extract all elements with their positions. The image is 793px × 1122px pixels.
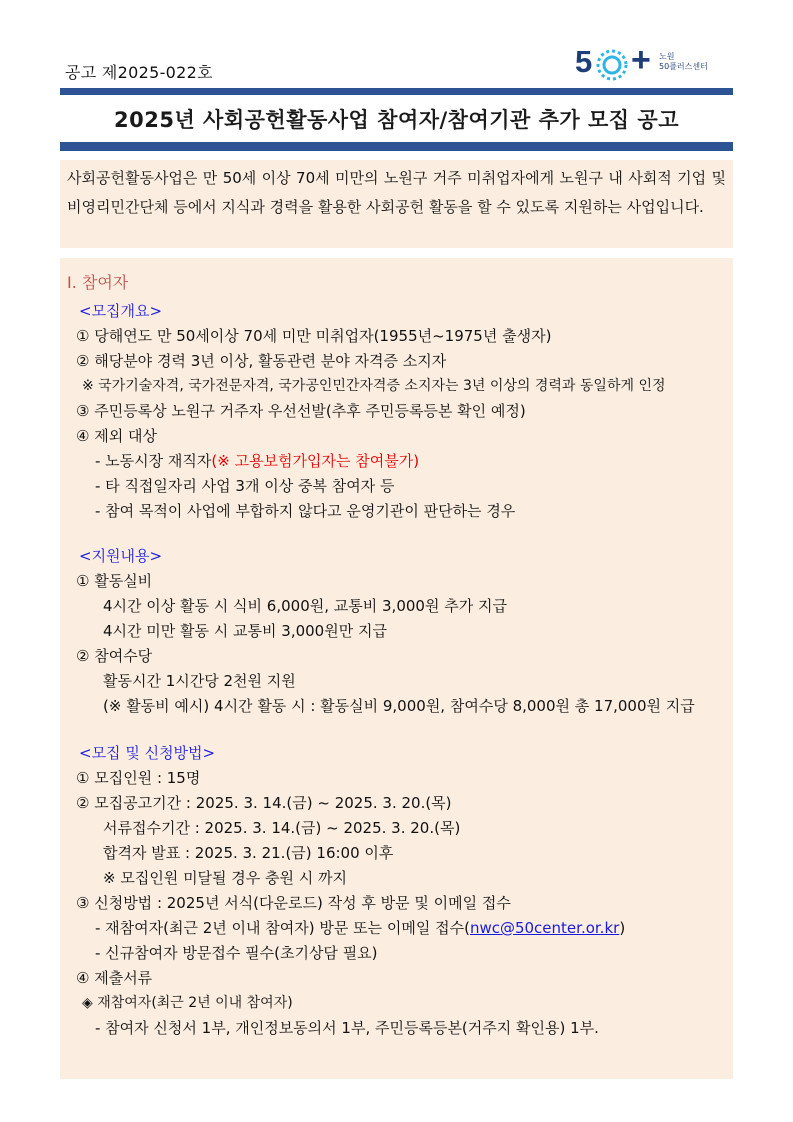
overview-item-2: ② 해당분야 경력 3년 이상, 활동관련 분야 자격증 소지자 [76, 352, 447, 370]
exclusion-3: - 참여 목적이 사업에 부합하지 않다고 운영기관이 판단하는 경우 [95, 502, 516, 520]
overview-heading: <모집개요> [79, 302, 163, 320]
support-item-2: ② 참여수당 [76, 647, 153, 665]
email-link[interactable]: nwc@50center.or.kr [469, 919, 620, 937]
exclusion-2: - 타 직접일자리 사업 3개 이상 중복 참여자 등 [95, 477, 395, 495]
exclusion-1 [67, 449, 733, 474]
title-bar-top [60, 88, 733, 95]
logo-digit: 5 [575, 44, 592, 79]
support-item-2-line-1: 활동시간 1시간당 2천원 지원 [103, 672, 296, 690]
support-item-1-line-2: 4시간 미만 활동 시 교통비 3,000원만 지급 [103, 622, 387, 640]
support-item-2-line-2: (※ 활동비 예시) 4시간 활동 시 : 활동실비 9,000원, 참여수당 8,000원 총 17,000원 지급 [103, 697, 695, 715]
overview-item-1: ① 당해연도 만 50세이상 70세 미만 미취업자(1955년~1975년 출생자) [76, 327, 552, 345]
apply-item-3-line-1-text: - 재참여자(최근 2년 이내 참여자) 방문 또는 이메일 접수( [95, 919, 470, 937]
apply-item-3-line-1-close: ) [619, 919, 626, 937]
apply-item-4-line-1: - 참여자 신청서 1부, 개인정보동의서 1부, 주민등록등본(거주지 확인용) 1부. [95, 1019, 599, 1037]
logo-line2: 50플러스센터 [659, 62, 708, 71]
apply-item-4-sub: ◈ 재참여자(최근 2년 이내 참여자) [82, 995, 293, 1011]
apply-item-2-line-2: 서류접수기간 : 2025. 3. 14.(금) ~ 2025. 3. 20.(목) [103, 819, 461, 837]
support-item-1-line-1: 4시간 이상 활동 시 식비 6,000원, 교통비 3,000원 추가 지급 [103, 597, 507, 615]
support-item-1: ① 활동실비 [76, 572, 153, 590]
main-content [60, 258, 733, 1079]
apply-item-4: ④ 제출서류 [76, 969, 153, 987]
logo-line1: 노원 [659, 52, 675, 61]
section-title: Ⅰ. 참여자 [67, 273, 129, 292]
overview-item-3: ③ 주민등록상 노원구 거주자 우선선발(추후 주민등록등본 확인 예정) [76, 402, 526, 420]
exclusion-1-text: - 노동시장 재직자 [95, 452, 212, 470]
notice-number: 공고 제2025-022호 [65, 63, 213, 82]
logo-text [659, 52, 708, 72]
logo-ring-icon [594, 47, 630, 83]
apply-item-2: ② 모집공고기간 : 2025. 3. 14.(금) ~ 2025. 3. 20.(목) [76, 794, 452, 812]
apply-item-2-note: ※ 모집인원 미달될 경우 충원 시 까지 [103, 869, 348, 887]
overview-note: ※ 국가기술자격, 국가전문자격, 국가공인민간자격증 소지자는 3년 이상의 경력과 동일하게 인정 [82, 378, 666, 394]
support-heading: <지원내용> [79, 547, 163, 565]
page-title: 2025년 사회공헌활동사업 참여자/참여기관 추가 모집 공고 [114, 107, 679, 132]
apply-item-3-line-2: - 신규참여자 방문접수 필수(초기상담 필요) [95, 944, 378, 962]
apply-item-3: ③ 신청방법 : 2025년 서식(다운로드) 작성 후 방문 및 이메일 접수 [76, 894, 511, 912]
apply-item-3-line-1 [67, 916, 733, 941]
overview-item-4: ④ 제외 대상 [76, 427, 157, 445]
apply-item-1: ① 모집인원 : 15명 [76, 769, 201, 787]
exclusion-1-warning: (※ 고용보험가입자는 참여불가) [211, 452, 420, 470]
document-header [60, 38, 733, 88]
apply-heading: <모집 및 신청방법> [79, 744, 216, 762]
apply-item-2-line-3: 합격자 발표 : 2025. 3. 21.(금) 16:00 이후 [103, 844, 394, 862]
logo-plus: + [631, 41, 651, 79]
intro-paragraph: 사회공헌활동사업은 만 50세 이상 70세 미만의 노원구 거주 미취업자에게 노원구 내 사회적 기업 및 비영리민간단체 등에서 지식과 경력을 활용한 사회공헌 활동을 할 수 있도록 지원하는 사업입니다. [60, 160, 733, 248]
title-bar-bottom [60, 142, 733, 151]
center-logo [575, 41, 725, 82]
